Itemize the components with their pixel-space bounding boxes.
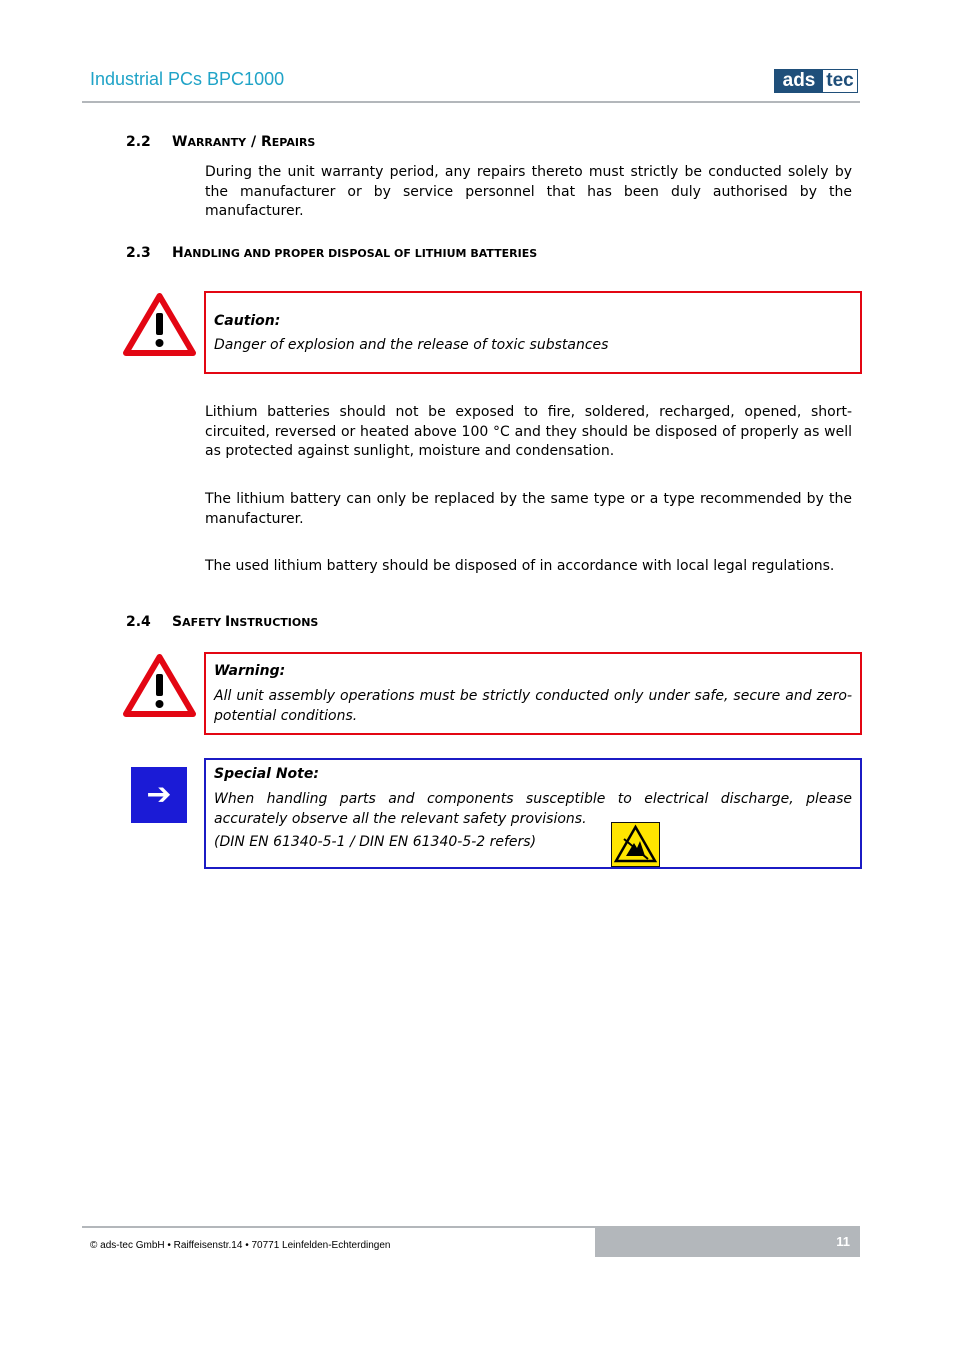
warning-label: Warning: bbox=[214, 663, 286, 679]
warranty-paragraph: During the unit warranty period, any repairs thereto must strictly be conducted solely by the manufacturer or by service personnel that has been duly authorised by the manufacturer. bbox=[205, 164, 852, 219]
ads-tec-logo bbox=[774, 69, 858, 93]
heading-title: WARRANTY / REPAIRS bbox=[172, 134, 316, 150]
lithium-paragraph-3: The used lithium battery should be disposed of in accordance with local legal regulations. bbox=[205, 558, 835, 574]
heading-number: 2.3 bbox=[126, 245, 151, 261]
caution-box bbox=[204, 291, 862, 374]
heading-2-2 bbox=[126, 134, 726, 154]
warning-triangle-icon bbox=[123, 293, 196, 356]
note-reference: (DIN EN 61340-5-1 / DIN EN 61340-5-2 refers) bbox=[214, 834, 537, 850]
arrow-right-icon: ➔ bbox=[131, 767, 187, 823]
caution-label: Caution: bbox=[214, 313, 281, 329]
warning-triangle-icon bbox=[123, 654, 196, 717]
lithium-paragraph-2: The lithium battery can only be replaced by the same type or a type recommended by the manufacturer. bbox=[205, 491, 852, 527]
logo-part-tec: tec bbox=[823, 70, 857, 92]
footer-company: © ads-tec GmbH • Raiffeisenstr.14 • 70771 Leinfelden-Echterdingen bbox=[90, 1240, 391, 1251]
heading-2-3 bbox=[126, 245, 726, 265]
page-number: 11 bbox=[836, 1234, 850, 1249]
heading-title: HANDLING AND PROPER DISPOSAL OF LITHIUM BATTERIES bbox=[172, 245, 538, 261]
note-label: Special Note: bbox=[214, 766, 319, 782]
document-title: Industrial PCs BPC1000 bbox=[90, 69, 285, 89]
logo-part-ads: ads bbox=[775, 70, 823, 92]
lithium-paragraph-1: Lithium batteries should not be exposed to fire, soldered, recharged, opened, short-circuited, reversed or heated above 100 °C and they should be disposed of properly as well as protected against sunlight, moisture and condensation. bbox=[205, 404, 852, 459]
caution-text: Danger of explosion and the release of toxic substances bbox=[214, 337, 609, 353]
note-text: When handling parts and components susceptible to electrical discharge, please accurately observe all the relevant safety provisions. bbox=[214, 791, 852, 827]
warning-box bbox=[204, 652, 862, 735]
heading-number: 2.2 bbox=[126, 134, 151, 150]
heading-title: SAFETY INSTRUCTIONS bbox=[172, 614, 319, 630]
warning-text: All unit assembly operations must be strictly conducted only under safe, secure and zero-potential conditions. bbox=[214, 688, 852, 724]
esd-warning-icon bbox=[611, 822, 660, 867]
page-number-box bbox=[595, 1228, 860, 1257]
heading-number: 2.4 bbox=[126, 614, 151, 630]
header-rule bbox=[82, 101, 860, 103]
heading-2-4 bbox=[126, 614, 726, 634]
special-note-box bbox=[204, 758, 862, 869]
